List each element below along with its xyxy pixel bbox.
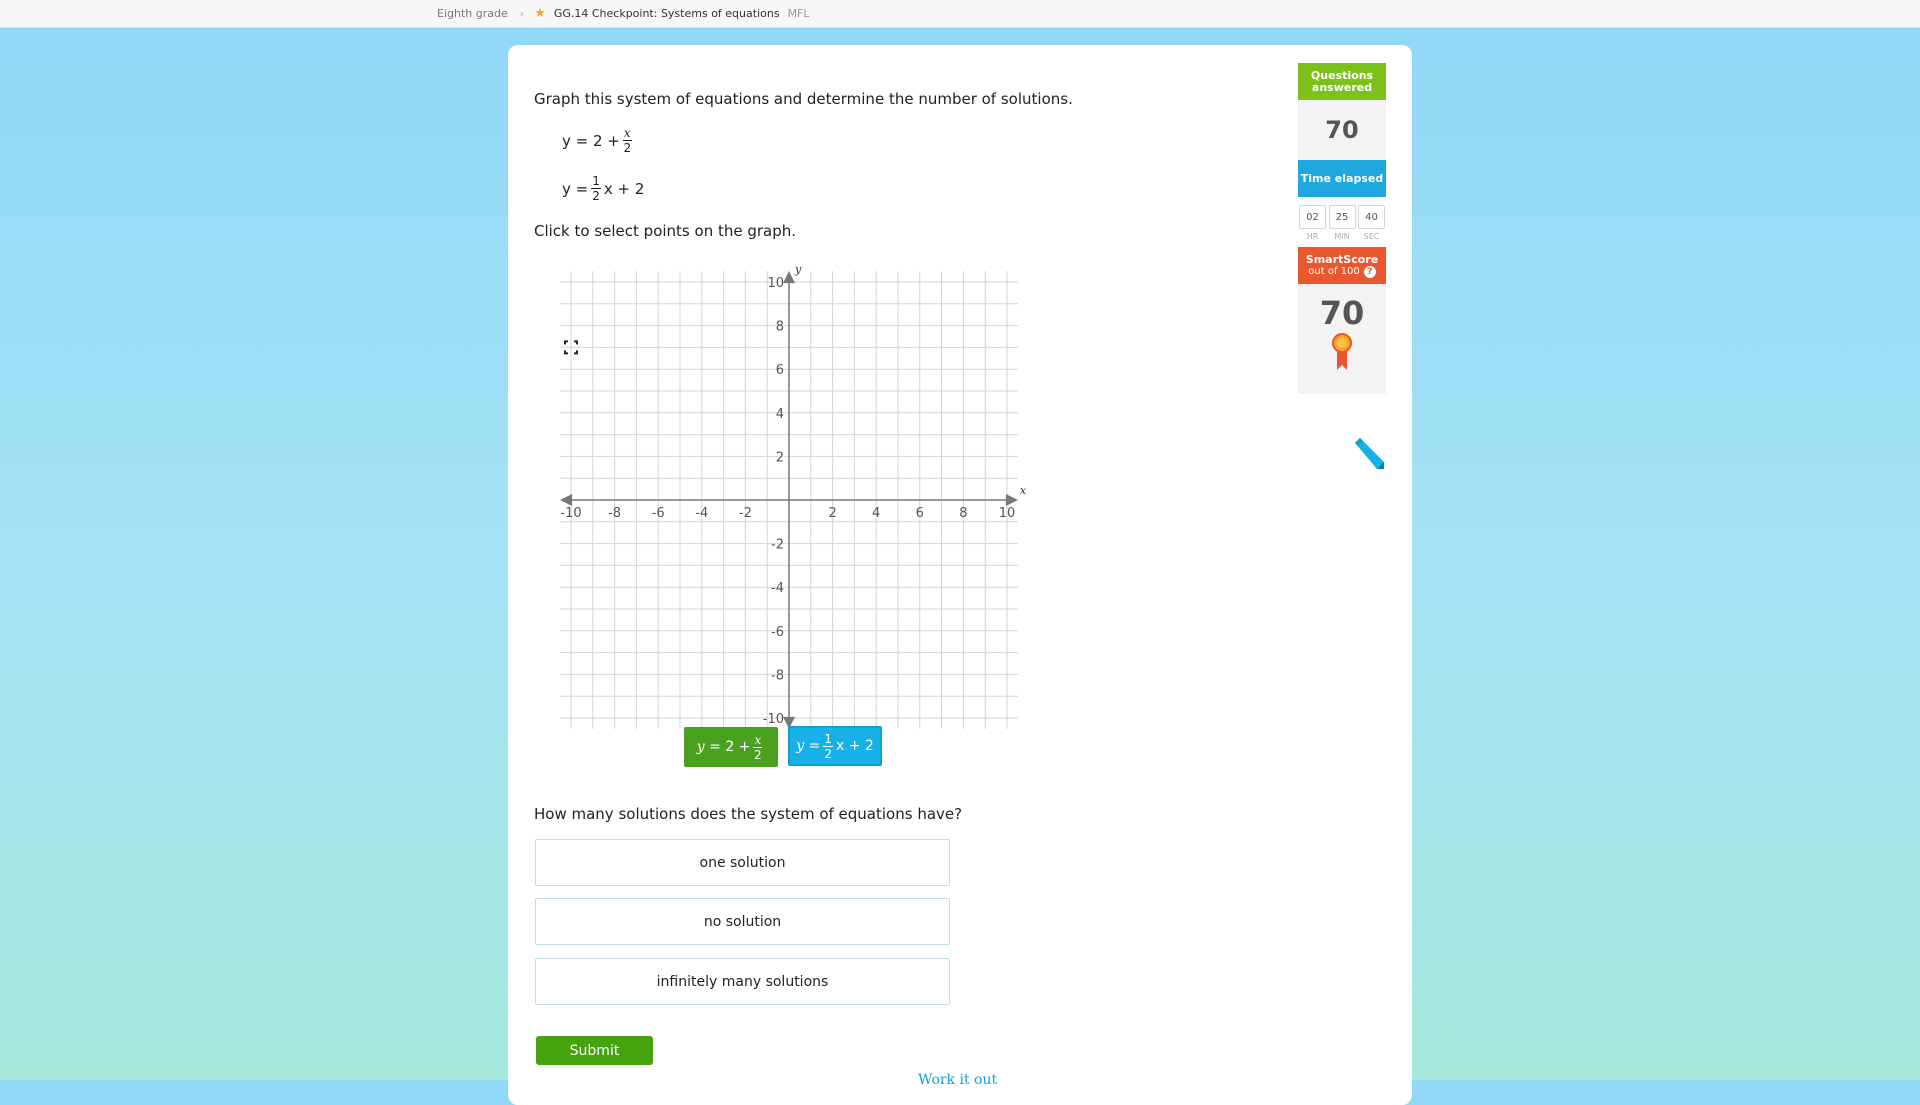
graph-instruction: Click to select points on the graph. <box>534 222 797 240</box>
solutions-question: How many solutions does the system of equations have? <box>534 805 963 823</box>
timer <box>1298 197 1386 247</box>
smartscore-sub-text: out of 100 <box>1308 265 1360 277</box>
y-tick-label: -10 <box>762 712 784 727</box>
time-elapsed-label: Time elapsed <box>1298 160 1386 197</box>
timer-seconds-value: 40 <box>1358 205 1385 229</box>
y-tick-label: -2 <box>771 537 784 553</box>
x-tick-label: -10 <box>560 506 582 521</box>
timer-minutes-value: 25 <box>1329 205 1356 229</box>
x-tick-label: 10 <box>998 506 1016 521</box>
problem-prompt: Graph this system of equations and determine the number of solutions. <box>534 90 1073 108</box>
line-2-den: 2 <box>824 746 832 761</box>
timer-minutes-unit: MIN <box>1334 232 1350 241</box>
equation-2-num: 1 <box>592 174 600 188</box>
choice-no-solution[interactable]: no solution <box>535 898 950 945</box>
y-tick-label: 4 <box>775 406 784 422</box>
breadcrumb-grade[interactable]: Eighth grade <box>437 7 508 20</box>
equation-1 <box>562 127 635 154</box>
equation-2-rhs: x + 2 <box>603 179 645 198</box>
equation-2-fraction <box>591 175 601 202</box>
timer-hours-unit: HR <box>1306 232 1319 241</box>
y-tick-label: -6 <box>771 624 784 640</box>
smartscore-box <box>1298 284 1386 394</box>
equation-1-fraction <box>623 127 632 154</box>
line-1-rest: = 2 + <box>709 739 751 755</box>
line-1-num: x <box>754 732 762 747</box>
breadcrumb-bar <box>0 0 1920 28</box>
work-it-out-link[interactable]: Work it out <box>918 1072 998 1088</box>
y-tick-label: 6 <box>775 363 784 379</box>
equation-2-den: 2 <box>592 189 600 203</box>
submit-button[interactable]: Submit <box>536 1036 653 1065</box>
coordinate-plane[interactable] <box>559 255 1027 745</box>
y-tick-label: -4 <box>771 581 784 597</box>
chevron-right-icon: › <box>519 7 525 20</box>
line-2-fraction <box>823 733 833 760</box>
equation-2-lhs: y = <box>562 179 589 198</box>
x-tick-label: -2 <box>738 506 752 521</box>
line-2-num: 1 <box>824 731 832 746</box>
y-tick-label: 2 <box>775 450 784 466</box>
choice-infinitely-many[interactable]: infinitely many solutions <box>535 958 950 1005</box>
x-tick-label: -4 <box>695 506 709 521</box>
x-axis-label: x <box>1019 484 1027 497</box>
smartscore-label: SmartScore <box>1305 252 1379 266</box>
choice-one-solution[interactable]: one solution <box>535 839 950 886</box>
y-axis-arrow-up <box>783 271 795 283</box>
x-axis-arrow-left <box>560 494 572 506</box>
timer-hours <box>1299 205 1326 247</box>
equation-1-num: x <box>623 126 631 140</box>
timer-hours-value: 02 <box>1299 205 1326 229</box>
x-tick-label: -6 <box>651 506 665 521</box>
pencil-icon[interactable] <box>1352 437 1386 471</box>
x-tick-label: 8 <box>959 506 968 521</box>
breadcrumb-skill: GG.14 Checkpoint: Systems of equations <box>553 7 780 20</box>
stats-sidebar <box>1298 63 1386 394</box>
smartscore-sub <box>1298 266 1386 278</box>
skill-code: MFL <box>787 7 810 20</box>
equation-1-den: 2 <box>623 141 632 155</box>
x-tick-label: 4 <box>872 506 881 521</box>
line-2-select-button[interactable] <box>788 726 882 766</box>
equation-1-lhs: y = 2 + <box>562 131 620 150</box>
line-2-y: y <box>796 738 805 754</box>
y-tick-label: 10 <box>767 276 784 291</box>
y-tick-label: -8 <box>771 668 784 684</box>
x-tick-label: 2 <box>828 506 837 521</box>
smartscore-header <box>1298 247 1386 284</box>
x-tick-label: 6 <box>915 506 924 521</box>
timer-minutes <box>1329 205 1356 247</box>
line-2-rhs: x + 2 <box>835 738 874 754</box>
line-2-rest: = <box>808 738 821 754</box>
help-icon[interactable]: ? <box>1364 266 1376 278</box>
y-axis-label: y <box>795 263 802 277</box>
line-1-den: 2 <box>754 747 762 762</box>
timer-seconds-unit: SEC <box>1363 232 1380 241</box>
questions-answered-label: Questions answered <box>1298 63 1386 100</box>
line-1-y: y <box>696 739 705 755</box>
ribbon-award-icon <box>1331 332 1353 372</box>
x-tick-label: -8 <box>608 506 622 521</box>
x-axis-arrow-right <box>1006 494 1018 506</box>
equation-2 <box>562 175 644 202</box>
star-icon: ★ <box>534 6 546 21</box>
questions-answered-value: 70 <box>1298 100 1386 160</box>
smartscore-value: 70 <box>1319 294 1365 332</box>
y-tick-label: 8 <box>775 319 784 335</box>
line-1-select-button[interactable] <box>684 727 778 767</box>
line-1-fraction <box>753 734 762 761</box>
timer-seconds <box>1358 205 1385 247</box>
practice-card <box>508 45 1412 1105</box>
